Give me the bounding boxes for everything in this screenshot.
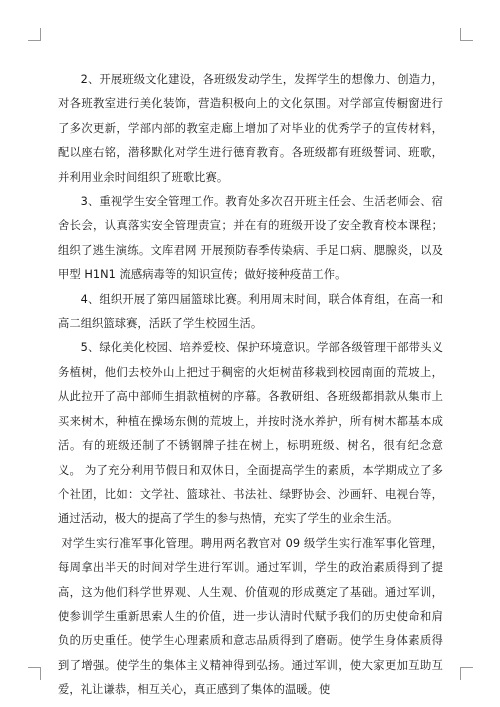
paragraph-military-training: 对学生实行准军事化管理。聘用两名教官对 09 级学生实行准军事化管理，每周拿出半天的时间对学生进行军训。通过军训，学生的政治素质得到了提高，这为他们科学世界观、人生观、价值观的形成奠定了基础。通过军训，使参训学生重新思索人生的价值，进一步认清时代赋予我们的历史使命和肩负的历史重任。使学生心理素质和意志品质得到了磨砺。使学生身体素质得到了增强。使学生的集体主义精神得到弘扬。通过军训，使大家更加互助互爱，礼让谦恭，相互关心，真正感到了集体的温暖。使 xyxy=(58,536,443,697)
paragraph-basketball-match: 4、组织开展了第四届篮球比赛。利用周末时间，联合体育组，在高一和高二组织篮球赛，活跃了学生校园生活。 xyxy=(58,292,443,331)
crop-mark-top-left xyxy=(28,28,41,41)
crop-mark-bottom-right xyxy=(460,667,473,680)
paragraph-class-culture: 2、开展班级文化建设，各班级发动学生，发挥学生的想像力、创造力，对各班教室进行美化装饰，营造积极向上的文化氛围。对学部宣传橱窗进行了多次更新，学部内部的教室走廊上增加了对毕业的优秀学子的宣传材料，配以座右铭，潜移默化对学生进行德育教育。各班级都有班级誓词、班歌，并利用业余时间组织了班歌比赛。 xyxy=(58,73,443,184)
crop-mark-bottom-left xyxy=(28,667,41,680)
document-body xyxy=(58,68,443,703)
paragraph-safety-management: 3、重视学生安全管理工作。教育处多次召开班主任会、生活老师会、宿舍长会，认真落实安全管理责宣；并在有的班级开设了安全教育校本课程；组织了逃生演练。文库君网 开展预防春季传染病、手足口病、腮腺炎，以及甲型 H1N1 流感病毒等的知识宣传；做好接种疫苗工作。 xyxy=(58,195,443,282)
paragraph-campus-greening: 5、绿化美化校园、培养爱校、保护环境意识。学部各级管理干部带头义务植树，他们去校外山上把过于稠密的火炬树苗移栽到校园南面的荒坡上，从此拉开了高中部师生捐款植树的序幕。各教研组、各班级都捐款从集市上买来树木，种植在操场东侧的荒坡上，并按时浇水养护，所有树木都基本成活。有的班级还制了不锈钢牌子挂在树上，标明班级、树名，很有纪念意义。 为了充分利用节假日和双休日，全面提高学生的素质，本学期成立了多个社团，比如：文学社、篮球社、书法社、绿野协会、沙画轩、电视台等，通过活动，极大的提高了学生的参与热情，充实了学生的业余生活。 xyxy=(58,341,443,526)
crop-mark-top-right xyxy=(460,28,473,41)
